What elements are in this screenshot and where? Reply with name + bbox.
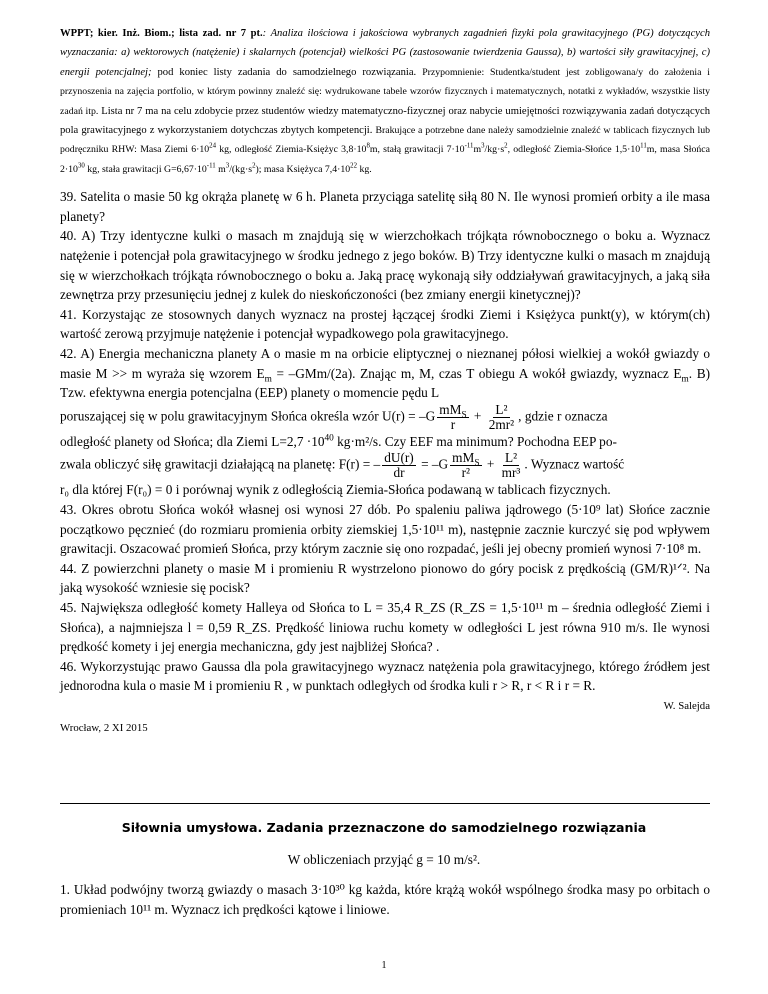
formula-eep: poruszającej się w polu grawitacyjnym Słońca określa wzór U(r) = –G $\frac{mM_S}{r}$ + $\frac{\text{L²}}{\text{2mr²}}$ , gdzie r oznacza [60, 401, 608, 432]
problem-list [60, 187, 710, 696]
header-block [60, 24, 710, 179]
problem-42-end: r₀ dla której F(r₀) = 0 i porównaj wynik z odległością Ziemia-Słońca podawaną w tablicach fizycznych. [60, 482, 611, 498]
problem-46: 46. Wykorzystując prawo Gaussa dla pola grawitacyjnego wyznacz natężenia pola grawitacyjnego, którego źródłem jest jednorodna kula o masie M i promieniu R , w punktach odległych od środka kuli r > R, r < R i r = R. [60, 658, 710, 694]
problem-44: 44. Z powierzchni planety o masie M i promieniu R wystrzelono pionowo do góry pocisk z prędkością (GM/R)¹ᐟ². Na jaką wysokość wzniesie się pocisk? [60, 560, 710, 596]
problem-45: 45. Największa odległość komety Halleya od Słońca to L = 35,4 R_ZS (R_ZS = 1,5·10¹¹ m – średnia odległość Ziemi i Słońca), a najmniejsza l = 0,59 R_ZS. Prędkość liniowa ruchu komety w odległości L jest równa 910 m/s. Ile wynosi prędkość komety i jej energia mechaniczna, gdy jest najbliżej Słońca? . [60, 599, 710, 655]
place-date: Wrocław, 2 XI 2015 [60, 721, 148, 734]
page-number: 1 [381, 960, 387, 971]
signature: W. Salejda [663, 699, 710, 712]
section-note: W obliczeniach przyjąć g = 10 m/s². [287, 852, 481, 867]
header-lead: WPPT; kier. Inż. Biom.; lista zad. nr 7 pt. [60, 28, 263, 39]
formula-force: zwala obliczyć siłę grawitacji działającą na planetę: F(r) = – $\frac{dU(r)}{dr}$ = –G $\frac{mM_S}{\text{r²}}$ + $\frac{\text{L²}}{\text{mr³}}$ . Wyznacz wartość [60, 450, 625, 481]
header-tail: pod koniec listy zadania do samodzielnego rozwiązania. [151, 66, 417, 78]
header-purpose: Lista nr 7 ma na celu zdobycie przez studentów wiedzy matematyczno-fizycznej oraz nabycie umiejętności rozwiązywania zadań dotyczących pola grawitacyjnego z wykorzystaniem dotychczas zbytych kompetencji. [60, 105, 710, 137]
header-reminder: Przypomnienie: Studentka/student jest zobligowana/y do założenia i przynoszenia na zajęcia portfolio, w którym powinny znaleźć się: wydrukowane tabele wzorów fizycznych i matematycznych, notatki z wykładów, wszystkie listy zadań itp. [60, 66, 711, 117]
problem-42-earth: odległość planety od Słońca; dla Ziemi $L=2,7 \cdot 10^{40}$ kg·m²/s. Czy EEF ma minimum? Pochodna EEP po- [60, 433, 617, 449]
problem-43: 43. Okres obrotu Słońca wokół własnej osi wynosi 27 dób. Po spaleniu paliwa jądrowego (5·10⁹ lat) Słońce zacznie początkowo pęcznieć (do rozmiaru promienia orbity ziemskiej 1,5·10¹¹ m), następnie zacznie kurczyć się pod wpływem grawitacji. Oszacować promień Słońca, przy którym zacznie się ono rozpadać, jeśli jej obecny promień wynosi 7·10⁸ m. [60, 501, 710, 557]
section-divider [60, 803, 710, 804]
gym-task-1: 1. Układ podwójny tworzą gwiazdy o masach 3·10³⁰ kg każda, które krążą wokół wspólnego środka masy po orbitach o promieniach 10¹¹ m. Wyznacz ich prędkości kątowe i liniowe. [60, 882, 710, 917]
document-page [60, 24, 710, 734]
problem-42: 42. A) Energia mechaniczna planety A o masie m na orbicie eliptycznej o nieznanej półosi wielkiej a wokół gwiazdy o masie M >> m wyraża się wzorem $E_m = -GMm/(2a)$. Znając m, M, czas T obiegu A wokół gwiazdy, wyznacz $E_m$. B) Tzw. efektywna energia potencjalna (EEP) planety o momencie pędu L [60, 346, 710, 401]
problem-40: 40. A) Trzy identyczne kulki o masach m znajdują się w wierzchołkach trójkąta równobocznego o boku a. Wyznacz natężenie i potencjał pola grawitacyjnego w środku jednego z jego boków. B) Trzy identyczne kulki o masach m znajdują się w wierzchołkach trójkąta równobocznego o boku a. Jaką pracę wykonają siły oddziaływań grawitacyjnych, a jaką siła zewnętrza przy przesunięciu jednej z kulek do nieskończoności (bez zmiany energii kinetycznej)? [60, 228, 710, 303]
header-data-note: Brakujące a potrzebne dane należy samodzielnie znaleźć w tablicach fizycznych lub podręczniku RHW: [60, 125, 711, 156]
problem-41: 41. Korzystając ze stosownych danych wyznacz na prostej łączącej środki Ziemi i Księżyca punkt(y), w którym(ch) wartość zerową przyjmuje natężenie i potencjał wypadkowego pola grawitacyjnego. [60, 306, 710, 342]
problem-39: 39. Satelita o masie 50 kg okrąża planetę w 6 h. Planeta przyciąga satelitę siłą 80 N. Ile wynosi promień orbity a ile masa planety? [60, 189, 710, 224]
section-title: Siłownia umysłowa. Zadania przeznaczone do samodzielnego rozwiązania [121, 820, 647, 835]
header-title: : Analiza ilościowa i jakościowa wybranych zagadnień fizyki pola grawitacyjnego (PG) dotyczących wyznaczania: a) wektorowych (natężenie) i skalarnych (potencjał) wielkości PG (zastosowanie twierdzenia Gaussa), b) wartości siły grawitacyjnej, c) energii potencjalnej; [60, 28, 710, 78]
constants-line: Masa Ziemi $6\cdot 10^{24}$ kg, odległość Ziemia-Księżyc $3,8\cdot 10^8m$, stałą grawitacji $7\cdot 10^{-11}m^3/kg\cdot s^2$, odległość Ziemia-Słońce $1,5\cdot 10^{11}m$, masa Słońca $2\cdot 10^{30}$ kg, stała grawitacji $G=6,67\cdot 10^{-11}$ $m^3/(kg\cdot s^2)$; masa Księżyca $7,4\cdot 10^{22}$ kg. [60, 143, 710, 175]
